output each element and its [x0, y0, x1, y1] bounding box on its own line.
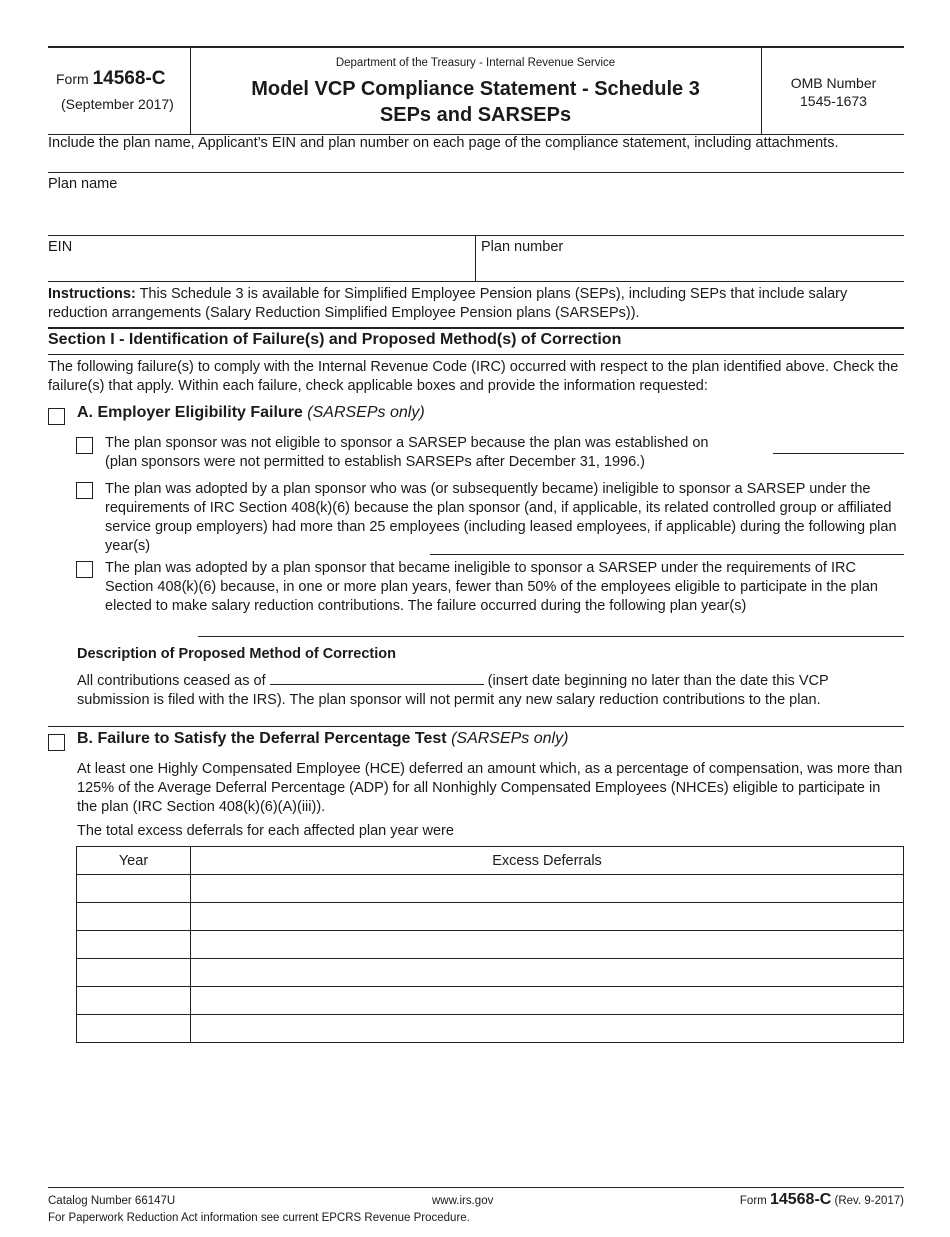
column-header-year: Year: [77, 847, 191, 875]
footer-rev: (Rev. 9-2017): [834, 1195, 904, 1207]
form-title-line1: Model VCP Compliance Statement - Schedule 3: [251, 78, 700, 100]
excess-deferrals-table: [76, 846, 904, 1043]
divider: [48, 327, 904, 329]
year-cell[interactable]: [77, 903, 191, 931]
plan-years-50-percent-blank[interactable]: [198, 636, 904, 637]
ein-field[interactable]: [48, 258, 468, 280]
section-1-title: Section I - Identification of Failure(s) and Proposed Method(s) of Correction: [48, 331, 622, 348]
failure-a-option-3-text: The plan was adopted by a plan sponsor that became ineligible to sponsor a SARSEP under the requirements of IRC Section 408(k)(6) because, in one or more plan years, fewer than 50% of the employees eligible to participate in the plan elected to make salary reduction contributions. The failure occurred during the following plan year(s): [105, 560, 878, 614]
failure-a-option-2-text: The plan was adopted by a plan sponsor who was (or subsequently became) ineligible to sponsor a SARSEP under the requirements of IRC Section 408(k)(6) because the plan sponsor (and, if applicable, its related controlled group or affiliated service group employers) had more than 25 employees (including leased employees, if applicable) during the following plan year(s): [105, 481, 897, 554]
footer-divider: [48, 1187, 904, 1188]
form-number-line: [56, 68, 165, 90]
paperwork-notice: For Paperwork Reduction Act information see current EPCRS Revenue Procedure.: [48, 1212, 470, 1224]
excess-deferrals-cell[interactable]: [191, 931, 904, 959]
excess-deferrals-cell[interactable]: [191, 987, 904, 1015]
form-title: [190, 76, 761, 128]
table-row: [77, 959, 904, 987]
failure-b-checkbox[interactable]: [48, 734, 65, 751]
plan-years-25-employees-blank[interactable]: [430, 554, 904, 555]
failure-b-title: B. Failure to Satisfy the Deferral Percentage Test: [77, 730, 447, 747]
ein-label: EIN: [48, 239, 73, 255]
year-cell[interactable]: [77, 959, 191, 987]
failure-a-qualifier: (SARSEPs only): [307, 404, 425, 421]
divider: [48, 726, 904, 727]
instructions-label: Instructions:: [48, 286, 136, 302]
form-id-box: [48, 48, 191, 134]
excess-deferrals-cell[interactable]: [191, 1015, 904, 1043]
section-1-intro: The following failure(s) to comply with the Internal Revenue Code (IRC) occurred with respect to the plan identified above. Check the failure(s) that apply. Within each failure, check applicable boxes and provide the information requested:: [48, 359, 899, 394]
divider: [48, 354, 904, 355]
table-row: [77, 903, 904, 931]
intro-text: Include the plan name, Applicant’s EIN and plan number on each page of the compliance statement, including attachments.: [48, 135, 839, 151]
correction-text: [77, 670, 904, 710]
irs-website: www.irs.gov: [432, 1195, 494, 1207]
year-cell[interactable]: [77, 875, 191, 903]
failure-b-qualifier: (SARSEPs only): [451, 730, 569, 747]
form-number: 14568-C: [92, 68, 166, 89]
table-header-row: [77, 847, 904, 875]
divider: [48, 172, 904, 173]
failure-b-text: At least one Highly Compensated Employee (HCE) deferred an amount which, as a percentage of compensation, was more than 125% of the Average Deferral Percentage (ADP) for all Nonhighly Compensated Employees (NHCEs) eligible to participate in the plan (IRC Section 408(k)(6)(A)(iii)).: [77, 761, 903, 815]
form-title-line2: SEPs and SARSEPs: [379, 104, 572, 126]
form-prefix: Form: [56, 71, 89, 87]
excess-deferrals-cell[interactable]: [191, 959, 904, 987]
failure-a-checkbox[interactable]: [48, 408, 65, 425]
establishment-date-blank[interactable]: [773, 453, 904, 454]
correction-post: (insert date beginning no later than the date this VCP: [487, 673, 829, 689]
instructions-text: This Schedule 3 is available for Simplified Employee Pension plans (SEPs), including SEPs that include salary reduction arrangements (Salary Reduction Simplified Employee Pension plans (SARSEPs)).: [48, 286, 848, 321]
excess-deferrals-cell[interactable]: [191, 875, 904, 903]
failure-a-option-1-line2: (plan sponsors were not permitted to establish SARSEPs after December 31, 1996.): [105, 454, 645, 470]
plan-number-label: Plan number: [481, 239, 564, 255]
plan-name-label: Plan name: [48, 176, 118, 192]
divider: [475, 235, 476, 281]
table-row: [77, 931, 904, 959]
footer-form-prefix: Form: [739, 1195, 767, 1207]
form-date: (September 2017): [61, 96, 174, 112]
instructions: [48, 285, 904, 323]
omb-number: 1545-1673: [800, 93, 867, 109]
divider: [48, 281, 904, 282]
year-cell[interactable]: [77, 1015, 191, 1043]
table-row: [77, 987, 904, 1015]
footer-form-number: 14568-C: [769, 1191, 832, 1208]
omb-box: [761, 48, 905, 134]
failure-a-option-3-checkbox[interactable]: [76, 561, 93, 578]
contributions-ceased-date-blank[interactable]: [270, 670, 484, 685]
failure-a-option-1-line1: The plan sponsor was not eligible to sponsor a SARSEP because the plan was established on: [105, 435, 709, 451]
failure-a-option-2-checkbox[interactable]: [76, 482, 93, 499]
footer-form-id: [740, 1191, 904, 1209]
correction-line2: submission is filed with the IRS). The plan sponsor will not permit any new salary reduction contributions to the plan.: [77, 692, 821, 708]
column-header-excess-deferrals: Excess Deferrals: [191, 847, 904, 875]
table-row: [77, 1015, 904, 1043]
plan-name-field[interactable]: [48, 196, 904, 232]
failure-b-heading: [77, 730, 568, 748]
correction-pre: All contributions ceased as of: [77, 673, 266, 689]
failure-a-heading: [77, 404, 425, 422]
excess-deferrals-intro: The total excess deferrals for each affected plan year were: [77, 823, 454, 839]
failure-a-title: A. Employer Eligibility Failure: [77, 404, 303, 421]
catalog-number: Catalog Number 66147U: [48, 1195, 176, 1207]
plan-number-field[interactable]: [481, 258, 901, 280]
failure-a-option-1-checkbox[interactable]: [76, 437, 93, 454]
department-name: Department of the Treasury - Internal Revenue Service: [335, 57, 616, 69]
table-row: [77, 875, 904, 903]
year-cell[interactable]: [77, 931, 191, 959]
omb-label: OMB Number: [790, 75, 877, 91]
divider: [48, 235, 904, 236]
omb-info: [762, 74, 905, 110]
form-header: [48, 46, 904, 135]
correction-title: Description of Proposed Method of Correction: [77, 646, 397, 662]
year-cell[interactable]: [77, 987, 191, 1015]
excess-deferrals-cell[interactable]: [191, 903, 904, 931]
